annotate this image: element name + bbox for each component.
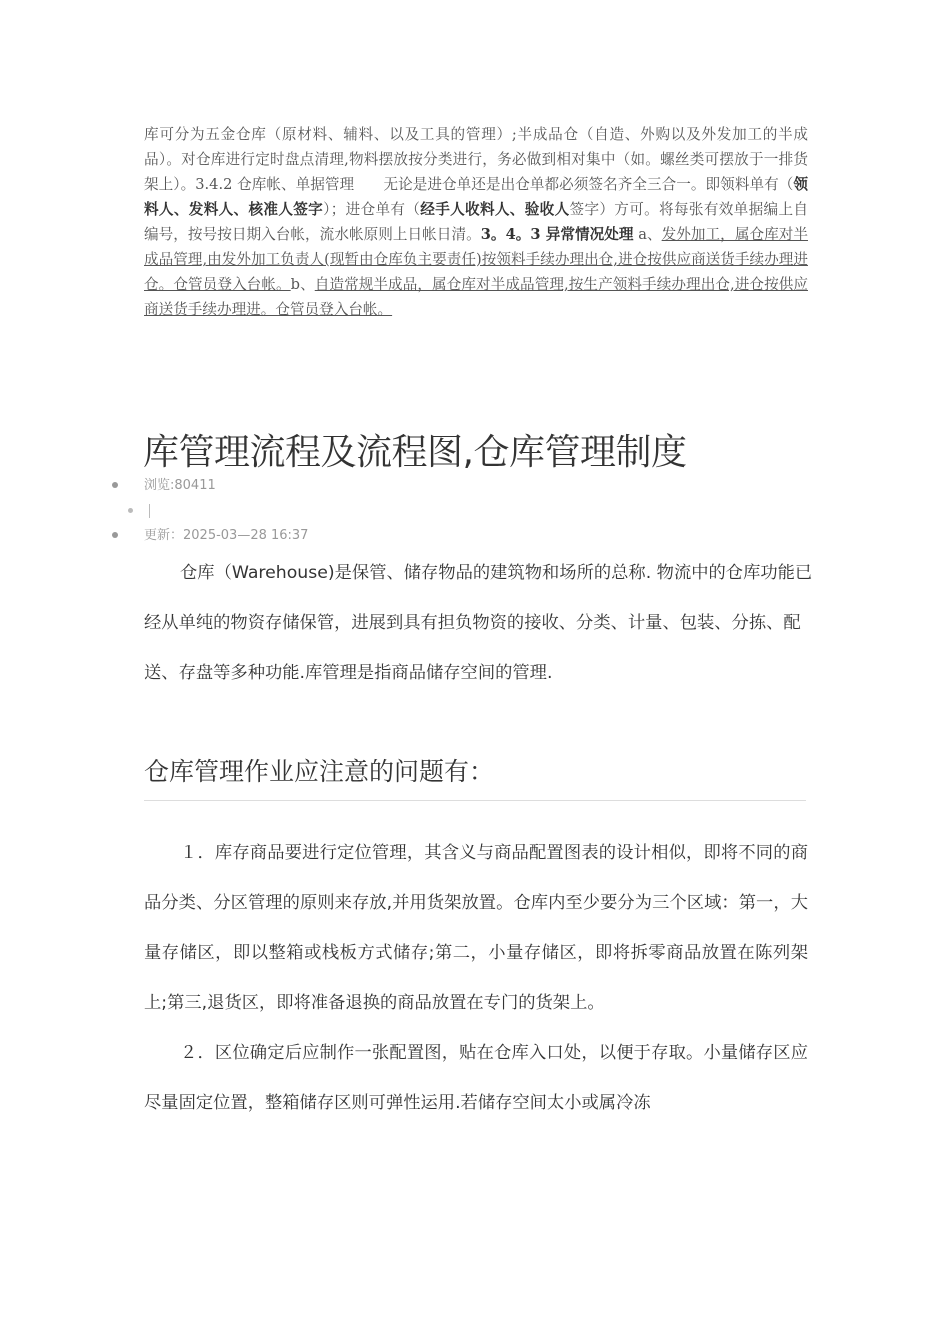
intro-section <box>144 548 820 698</box>
update-time: 更新：2025-03—28 16:37 <box>144 528 309 543</box>
underlined-text: 自造常规半成品，属仓库对半成品管理,按生产领料手续办理出仓,进仓按供应商送货手续办理进。仓管员登入台帐。 <box>144 276 808 318</box>
warehouse-rules-paragraph <box>144 122 808 322</box>
paragraph-text: b、 <box>290 276 315 293</box>
paragraph-text: 库可分为五金仓库（原材料、辅料、以及工具的管理）;半成品仓（自造、外购以及外发加工的半成品）。对仓库进行定时盘点清理,物料摆放按分类进行，务必做到相对集中（如。螺丝类可摆放于一排货架上）。3.4.2 仓库帐、单据管理 无论是进仓单还是出仓单都必须签名齐全三合一。即领料单有（ <box>144 126 808 193</box>
meta-views <box>112 476 412 501</box>
bold-text: 经手人收料人、验收人 <box>420 201 570 218</box>
separator-bar <box>149 504 150 518</box>
paragraph-text: 签字）方可。将每张有效单据编上自编号，按号按日期入台帐，流水帐原则上日帐日清。 <box>144 201 808 243</box>
article-meta <box>112 476 412 551</box>
view-count: 浏览:80411 <box>144 478 216 493</box>
list-item: １．库存商品要进行定位管理，其含义与商品配置图表的设计相似，即将不同的商品分类、分区管理的原则来存放,并用货架放置。仓库内至少要分为三个区域：第一，大量存储区，即以整箱或栈板方式储存;第二，小量存储区，即将拆零商品放置在陈列架上;第三,退货区，即将准备退换的商品放置在专门的货架上。 <box>144 843 808 1013</box>
paragraph-text: ）；进仓单有（ <box>323 201 421 218</box>
bullet-icon <box>112 482 118 488</box>
meta-separator <box>112 501 412 526</box>
article-title: 库管理流程及流程图,仓库管理制度 <box>143 432 687 473</box>
bold-heading-text: 3。4。3 异常情况处理 <box>480 226 634 243</box>
intro-paragraph: 仓库（Warehouse)是保管、储存物品的建筑物和场所的总称. 物流中的仓库功能已经从单纯的物资存储保管，进展到具有担负物资的接收、分类、计量、包装、分拣、配送、存盘等多种功能.库管理是指商品储存空间的管理. <box>144 563 813 683</box>
bullet-icon <box>128 508 133 513</box>
list-item: ２．区位确定后应制作一张配置图，贴在仓库入口处，以便于存取。小量储存区应尽量固定位置，整箱储存区则可弹性运用.若储存空间太小或属冷冻 <box>144 1043 808 1113</box>
bullet-icon <box>112 532 118 538</box>
notes-list <box>144 828 808 1128</box>
section-heading: 仓库管理作业应注意的问题有： <box>144 752 806 801</box>
underlined-text: 发外加工，属仓库对半成品管理,由发外加工负责人(现暂由仓库负主要责任)按领料手续办理出仓,进仓按供应商送货手续办理进仓。仓管员登入台帐。 <box>144 226 808 293</box>
bold-text: 领料人、发料人、核准人签字 <box>144 176 808 218</box>
paragraph-text: a、 <box>633 226 662 243</box>
